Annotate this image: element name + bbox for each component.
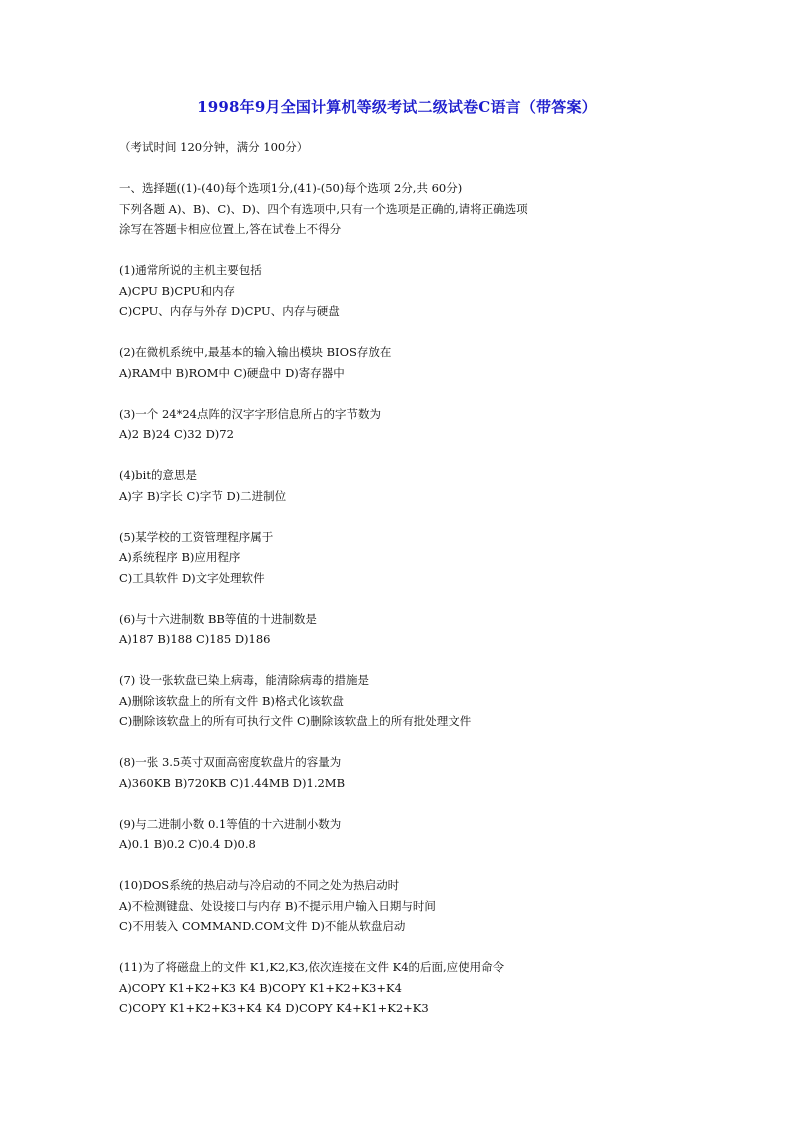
- question-options: C)删除该软盘上的所有可执行文件 C)删除该软盘上的所有批处理文件: [119, 714, 472, 728]
- question-options: A)CPU B)CPU和内存: [119, 283, 235, 298]
- question-options: A)2 B)24 C)32 D)72: [119, 427, 234, 441]
- question-options: A)187 B)188 C)185 D)186: [119, 632, 271, 646]
- question-stem: (6)与十六进制数 BB等值的十进制数是: [119, 611, 317, 626]
- question-options: A)RAM中 B)ROM中 C)硬盘中 D)寄存器中: [119, 365, 345, 380]
- section-heading: 一、选择题((1)-(40)每个选项1分,(41)-(50)每个选项 2分,共 60分): [119, 181, 463, 195]
- question-stem: (10)DOS系统的热启动与冷启动的不同之处为热启动时: [119, 878, 400, 892]
- question-options: A)不检测键盘、处设接口与内存 B)不提示用户输入日期与时间: [119, 898, 436, 913]
- question-options: C)COPY K1+K2+K3+K4 K4 D)COPY K4+K1+K2+K3: [119, 1001, 429, 1015]
- question-stem: (5)某学校的工资管理程序属于: [119, 529, 274, 544]
- question-options: A)COPY K1+K2+K3 K4 B)COPY K1+K2+K3+K4: [119, 980, 402, 995]
- instruction-line: 涂写在答题卡相应位置上,答在试卷上不得分: [119, 222, 342, 236]
- question-stem: (3)一个 24*24点阵的汉字字形信息所占的字节数为: [119, 406, 381, 421]
- question-stem: (11)为了将磁盘上的文件 K1,K2,K3,依次连接在文件 K4的后面,应使用命令: [119, 960, 505, 974]
- document-title: 1998年9月全国计算机等级考试二级试卷C语言（带答案）: [197, 98, 597, 116]
- question-stem: (1)通常所说的主机主要包括: [119, 263, 262, 277]
- instruction-line: 下列各题 A)、B)、C)、D)、四个有选项中,只有一个选项是正确的,请将正确选项: [119, 201, 528, 216]
- document-body: [119, 137, 759, 1019]
- question-stem: (2)在微机系统中,最基本的输入输出模块 BIOS存放在: [119, 345, 392, 359]
- question-options: A)字 B)字长 C)字节 D)二进制位: [119, 488, 287, 503]
- question-stem: (8)一张 3.5英寸双面高密度软盘片的容量为: [119, 755, 342, 769]
- question-options: A)删除该软盘上的所有文件 B)格式化该软盘: [119, 693, 344, 708]
- question-options: C)不用装入 COMMAND.COM文件 D)不能从软盘启动: [119, 919, 406, 933]
- question-options: C)CPU、内存与外存 D)CPU、内存与硬盘: [119, 304, 340, 318]
- question-stem: (4)bit的意思是: [119, 468, 197, 482]
- question-options: A)系统程序 B)应用程序: [119, 550, 241, 564]
- question-options: A)0.1 B)0.2 C)0.4 D)0.8: [119, 837, 256, 851]
- question-stem: (7) 设一张软盘已染上病毒，能清除病毒的措施是: [119, 673, 369, 687]
- question-stem: (9)与二进制小数 0.1等值的十六进制小数为: [119, 816, 342, 831]
- question-options: A)360KB B)720KB C)1.44MB D)1.2MB: [119, 775, 346, 790]
- exam-info: （考试时间 120分钟，满分 100分）: [119, 140, 309, 154]
- question-options: C)工具软件 D)文字处理软件: [119, 570, 265, 585]
